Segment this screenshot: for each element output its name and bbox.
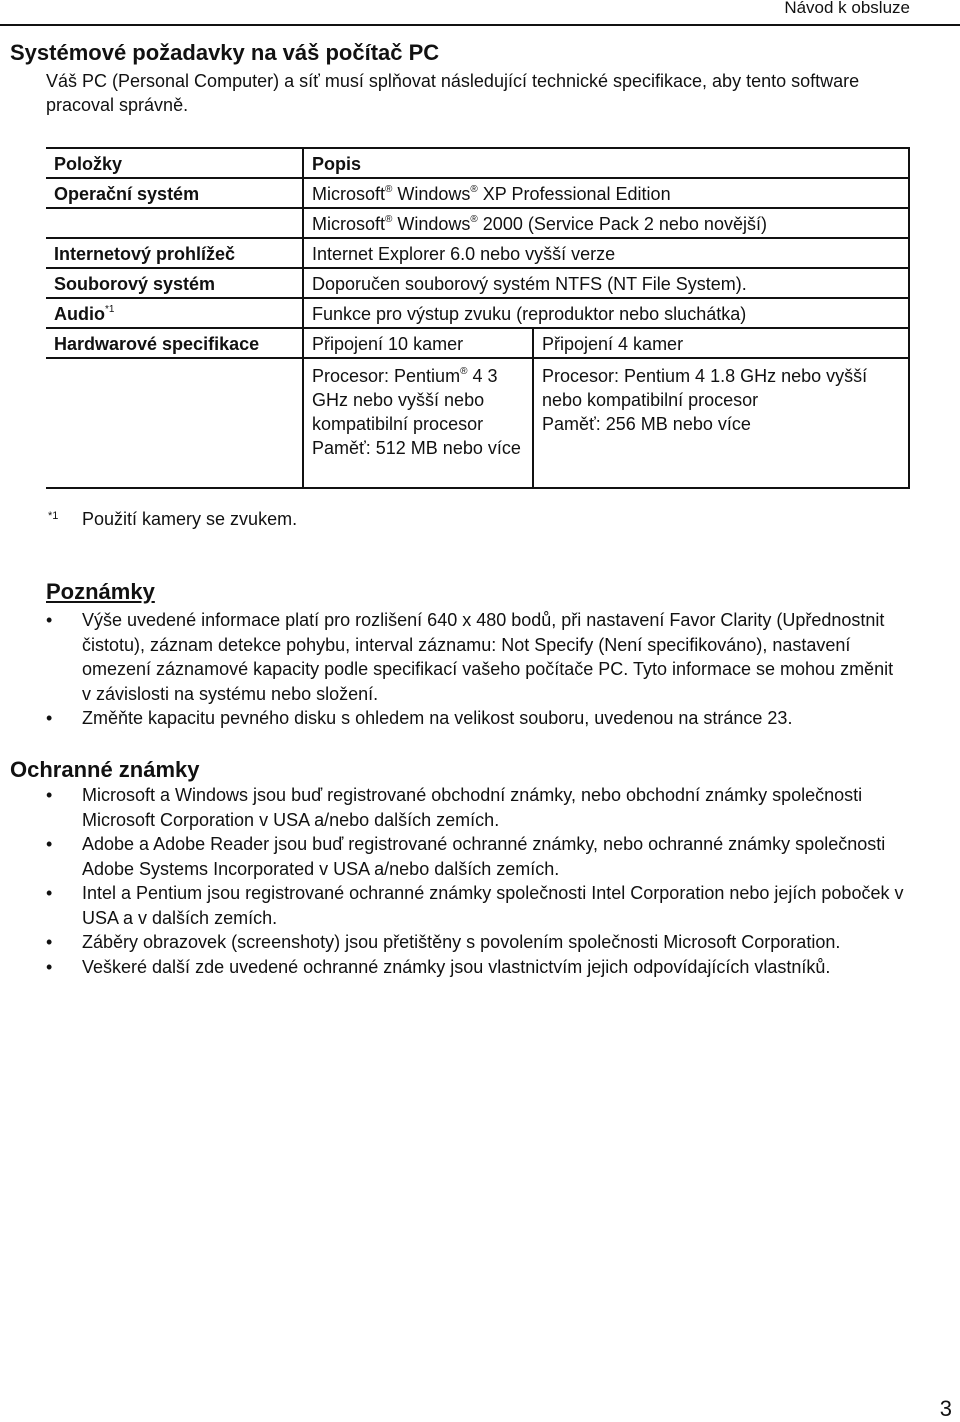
- os-value-2: Microsoft® Windows® 2000 (Service Pack 2 nebo novější): [303, 208, 909, 238]
- footnote-mark: *1: [48, 510, 59, 522]
- list-item: • Microsoft a Windows jsou buď registrované obchodní známky, nebo obchodní známky společnosti Microsoft Corporation v USA a/nebo dalších zemích.: [46, 785, 863, 830]
- bullet-icon: •: [46, 785, 53, 805]
- list-item: • Adobe a Adobe Reader jsou buď registrované ochranné známky, nebo ochranné známky společnosti Adobe Systems Incorporated v USA a/nebo dalších zemích.: [46, 834, 886, 879]
- fs-label: Souborový systém: [54, 274, 216, 294]
- hw-label: Hardwarové specifikace: [54, 334, 260, 354]
- page-number: 3: [939, 1396, 952, 1421]
- col-header-items: Položky: [54, 154, 123, 174]
- hw-col-10-cameras: Připojení 10 kamer: [303, 328, 533, 358]
- bullet-icon: •: [46, 883, 53, 903]
- footnote-text: Použití kamery se zvukem.: [82, 509, 298, 529]
- requirements-table: [46, 147, 910, 489]
- browser-value: Internet Explorer 6.0 nebo vyšší verze: [303, 238, 909, 268]
- bullet-icon: •: [46, 610, 53, 630]
- os-value-1: Microsoft® Windows® XP Professional Edition: [303, 178, 909, 208]
- list-item: • Výše uvedené informace platí pro rozlišení 640 x 480 bodů, při nastavení Favor Clarity (Upřednostnit čistotu), záznam detekce pohybu, interval záznamu: Not Specify (Není specifikováno), nastavení omezení záznamové kapacity podle specifikací vašeho počítače PC. Tyto informace se mohou změnit v závislosti na systému nebo složení.: [46, 610, 894, 704]
- browser-label: Internetový prohlížeč: [54, 244, 236, 264]
- audio-value: Funkce pro výstup zvuku (reproduktor nebo sluchátka): [303, 298, 909, 328]
- header-rule: [0, 24, 960, 26]
- notes-list: [46, 608, 906, 731]
- hw-spec-4-cameras: Procesor: Pentium 4 1.8 GHz nebo vyšší nebo kompatibilní procesor Paměť: 256 MB nebo více: [533, 358, 909, 488]
- hw-spec-10-cameras: Procesor: Pentium® 4 3 GHz nebo vyšší nebo kompatibilní procesor Paměť: 512 MB nebo více: [303, 358, 533, 488]
- col-header-description: Popis: [303, 148, 909, 178]
- section-title: Systémové požadavky na váš počítač PC: [10, 40, 440, 65]
- bullet-icon: •: [46, 834, 53, 854]
- section-intro: Váš PC (Personal Computer) a síť musí splňovat následující technické specifikace, aby tento software pracoval správně.: [46, 71, 860, 115]
- list-item: • Intel a Pentium jsou registrované ochranné známky společnosti Intel Corporation nebo jejích poboček v USA a v dalších zemích.: [46, 883, 904, 928]
- list-item: • Veškeré další zde uvedené ochranné známky jsou vlastnictvím jejich odpovídajících vlastníků.: [46, 955, 906, 980]
- hw-col-4-cameras: Připojení 4 kamer: [533, 328, 909, 358]
- audio-label: Audio$^{*1}$: [54, 304, 115, 324]
- list-item: • Záběry obrazovek (screenshoty) jsou přetištěny s povolením společnosti Microsoft Corporation.: [46, 930, 906, 955]
- fs-value: Doporučen souborový systém NTFS (NT File System).: [303, 268, 909, 298]
- bullet-icon: •: [46, 956, 53, 977]
- running-header: Návod k obsluze: [784, 0, 910, 17]
- trademarks-list: [46, 783, 906, 979]
- bullet-icon: •: [46, 708, 53, 728]
- os-label: Operační systém: [54, 184, 200, 204]
- footnote-ref: *1: [105, 304, 115, 315]
- notes-heading: Poznámky: [46, 579, 155, 604]
- trademarks-heading: Ochranné známky: [10, 757, 200, 782]
- bullet-icon: •: [46, 932, 53, 952]
- list-item: • Změňte kapacitu pevného disku s ohledem na velikost souboru, uvedenou na stránce 23.: [46, 706, 906, 731]
